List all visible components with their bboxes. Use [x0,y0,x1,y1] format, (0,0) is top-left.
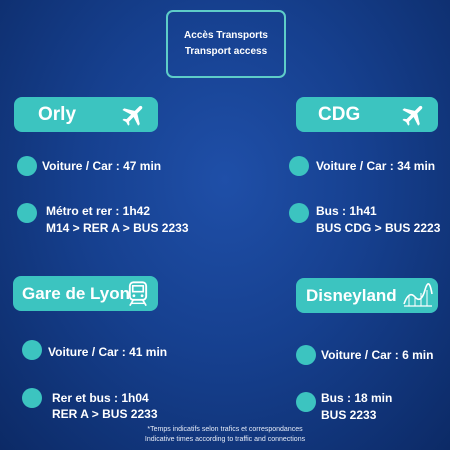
airplane-icon [400,101,428,129]
footnote-en: Indicative times according to traffic and connections [144,436,306,443]
footnote-fr: *Temps indicatifs selon trafics et correspondances [147,426,303,433]
disneyland-label: Disneyland [306,285,397,305]
orly-car-dot [17,156,37,176]
cdg-pill [296,97,438,132]
gare-de-lyon-transit-time: Rer et bus : 1h04 [52,391,149,405]
footnote [0,425,450,445]
disneyland-pill [296,278,438,313]
cdg-label: CDG [318,103,361,125]
gare-de-lyon-car-dot [22,340,42,360]
orly-car-time: Voiture / Car : 47 min [42,159,162,173]
cdg-transit-route: BUS CDG > BUS 2223 [316,221,441,235]
disneyland-car-dot [296,345,316,365]
cdg-transit-dot [289,203,309,223]
title-line-en: Transport access [184,46,268,57]
disneyland-car-time: Voiture / Car : 6 min [321,348,434,362]
gare-de-lyon-transit-route: RER A > BUS 2233 [52,407,158,421]
disneyland-transit-dot [296,392,316,412]
cdg-car-time: Voiture / Car : 34 min [316,159,436,173]
orly-transit-route: M14 > RER A > BUS 2233 [46,221,189,235]
title-line-fr: Accès Transports [184,30,268,41]
orly-label: Orly [38,103,77,125]
orly-transit-time: Métro et rer : 1h42 [46,204,151,218]
title-box [166,10,286,78]
disneyland-transit-route: BUS 2233 [321,408,377,422]
cdg-car-dot [289,156,309,176]
gare-de-lyon-car-time: Voiture / Car : 41 min [48,345,168,359]
gare-de-lyon-label: Gare de Lyon [22,283,131,303]
gare-de-lyon-pill [13,276,158,311]
cdg-transit-time: Bus : 1h41 [316,204,377,218]
train-icon [124,280,152,308]
orly-transit-dot [17,203,37,223]
roller-coaster-icon [403,282,433,310]
orly-pill [14,97,158,132]
disneyland-transit-time: Bus : 18 min [321,391,393,405]
gare-de-lyon-transit-dot [22,388,42,408]
airplane-icon [120,101,148,129]
